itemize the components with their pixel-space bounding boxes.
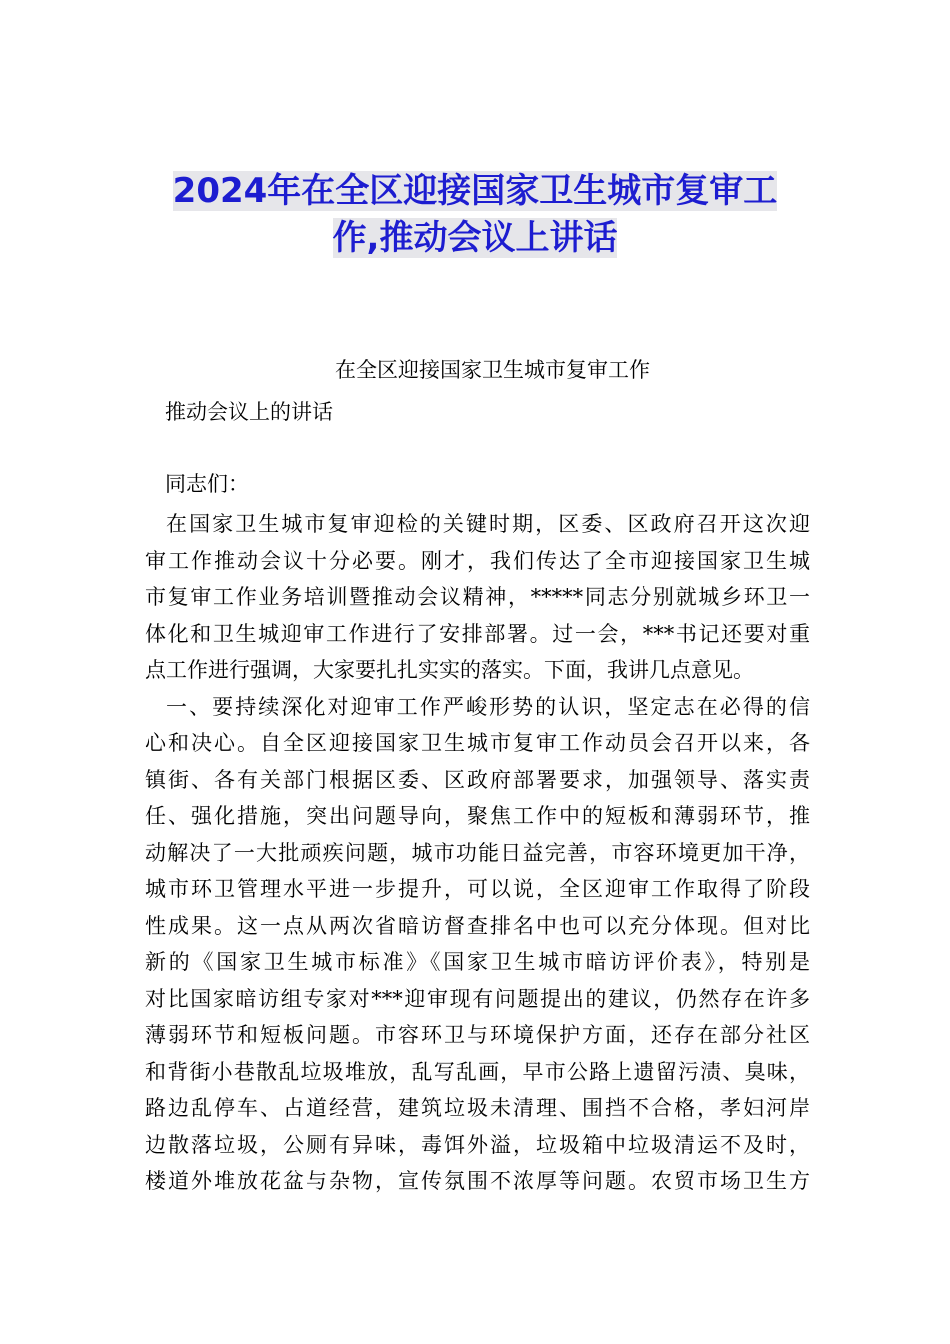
body-line: 市复审工作业务培训暨推动会议精神，*****同志分别就城乡环卫一 bbox=[145, 585, 810, 609]
body-line: 城市环卫管理水平进一步提升，可以说，全区迎审工作取得了阶段 bbox=[145, 877, 810, 901]
speech-body bbox=[145, 506, 810, 1200]
body-line: 心和决心。自全区迎接国家卫生城市复审工作动员会召开以来，各 bbox=[145, 731, 810, 755]
body-line: 体化和卫生城迎审工作进行了安排部署。过一会，***书记还要对重 bbox=[145, 621, 810, 646]
body-line: 动解决了一大批顽疾问题，城市功能日益完善，市容环境更加干净， bbox=[145, 840, 810, 865]
body-line: 一、要持续深化对迎审工作严峻形势的认识，坚定志在必得的信 bbox=[166, 694, 810, 719]
body-line: 路边乱停车、占道经营，建筑垃圾未清理、围挡不合格，孝妇河岸 bbox=[145, 1096, 810, 1120]
body-line: 薄弱环节和短板问题。市容环卫与环境保护方面，还存在部分社区 bbox=[145, 1023, 810, 1047]
body-line: 审工作推动会议十分必要。刚才，我们传达了全市迎接国家卫生城 bbox=[145, 548, 810, 573]
document-title-line-1: 2024年在全区迎接国家卫生城市复审工 bbox=[172, 171, 778, 211]
body-line: 点工作进行强调，大家要扎扎实实的落实。下面，我讲几点意见。 bbox=[145, 658, 754, 682]
body-line: 楼道外堆放花盆与杂物，宣传氛围不浓厚等问题。农贸市场卫生方 bbox=[145, 1169, 810, 1193]
body-line: 边散落垃圾，公厕有异味，毒饵外溢，垃圾箱中垃圾清运不及时， bbox=[145, 1132, 810, 1157]
body-line: 在国家卫生城市复审迎检的关键时期，区委、区政府召开这次迎 bbox=[166, 512, 810, 536]
speech-subtitle-line-2: 推动会议上的讲话 bbox=[165, 400, 333, 424]
speech-subtitle-line-1: 在全区迎接国家卫生城市复审工作 bbox=[335, 358, 650, 382]
body-line: 对比国家暗访组专家对***迎审现有问题提出的建议，仍然存在许多 bbox=[145, 986, 810, 1011]
body-line: 和背街小巷散乱垃圾堆放，乱写乱画，早市公路上遗留污渍、臭味， bbox=[145, 1059, 810, 1084]
document-title bbox=[140, 168, 810, 262]
body-line: 镇街、各有关部门根据区委、区政府部署要求，加强领导、落实责 bbox=[145, 767, 810, 792]
body-line: 任、强化措施，突出问题导向，聚焦工作中的短板和薄弱环节，推 bbox=[145, 804, 810, 828]
salutation: 同志们： bbox=[165, 472, 249, 496]
document-title-line-2: 作,推动会议上讲话 bbox=[332, 218, 618, 258]
body-line: 新的《国家卫生城市标准》《国家卫生城市暗访评价表》，特别是 bbox=[145, 950, 810, 974]
body-line: 性成果。这一点从两次省暗访督查排名中也可以充分体现。但对比 bbox=[145, 913, 810, 938]
